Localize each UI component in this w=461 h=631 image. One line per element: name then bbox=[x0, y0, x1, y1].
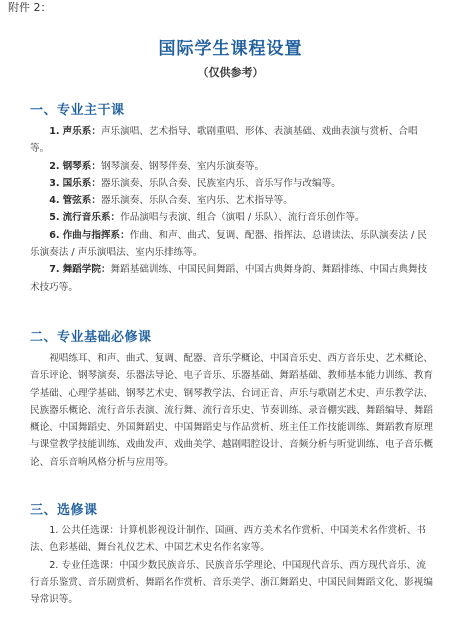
page-subtitle: （仅供参考） bbox=[197, 66, 264, 79]
item-text: 声乐演唱、艺术指导、歌剧重唱、形体、表演基础、戏曲表演与赏析、合唱等。 bbox=[30, 126, 418, 155]
item-label: 声乐系： bbox=[62, 126, 101, 137]
section-body-major bbox=[30, 123, 434, 296]
list-item bbox=[30, 175, 434, 192]
item-label: 流行音乐系： bbox=[62, 212, 121, 224]
item-text: 计算机影视设计制作、国画、西方美术名作赏析、中国美术名作赏析、书法、色彩基础、舞台礼仪艺术、中国艺术史名作名家等。 bbox=[30, 525, 426, 554]
item-number: 3. bbox=[49, 177, 60, 189]
item-text: 作品演唱与表演、组合（演唱 / 乐队）、流行音乐创作等。 bbox=[120, 212, 365, 224]
list-item bbox=[30, 158, 434, 175]
item-number: 2. bbox=[49, 559, 59, 571]
item-label: 国乐系： bbox=[62, 177, 101, 189]
item-text: 作曲、和声、曲式、复调、配器、指挥法、总谱读法、乐队演奏法 / 民乐演奏法 / 声乐演唱法、室内乐排练等。 bbox=[30, 229, 427, 259]
item-number: 2. bbox=[49, 160, 60, 172]
section-heading-elective: 三、选修课 bbox=[30, 503, 98, 518]
item-number: 4. bbox=[49, 195, 60, 207]
page-title: 国际学生课程设置 bbox=[158, 39, 303, 59]
section-body-foundation bbox=[30, 350, 434, 471]
item-number: 1. bbox=[49, 525, 59, 536]
list-item bbox=[30, 209, 434, 226]
item-label: 钢琴系： bbox=[62, 160, 101, 172]
list-item bbox=[30, 123, 434, 158]
section-body-elective bbox=[30, 522, 434, 608]
item-number: 7. bbox=[49, 264, 60, 276]
section-heading-major: 一、专业主干课 bbox=[30, 103, 125, 118]
item-text: 钢琴演奏、钢琴伴奏、室内乐演奏等。 bbox=[100, 160, 265, 172]
item-number: 5. bbox=[49, 212, 60, 224]
list-item bbox=[30, 192, 434, 209]
item-text: 器乐演奏、乐队合奏、民族室内乐、音乐写作与改编等。 bbox=[100, 177, 341, 189]
item-label: 作曲与指挥系： bbox=[62, 229, 130, 241]
attachment-label: 附件 2： bbox=[8, 1, 52, 14]
item-text: 器乐演奏、乐队合奏、室内乐、艺术指导等。 bbox=[100, 195, 293, 207]
item-text: 舞蹈基础训练、中国民间舞蹈、中国古典舞身韵、舞蹈排练、中国古典舞技术技巧等。 bbox=[30, 264, 428, 293]
item-label: 专业任选课： bbox=[61, 559, 119, 571]
section-heading-foundation: 二、专业基础必修课 bbox=[30, 330, 152, 345]
item-text: 中国少数民族音乐、民族音乐学理论、中国现代音乐、西方现代音乐、流行音乐鉴赏、音乐剧赏析、舞蹈名作赏析、音乐美学、浙江舞蹈史、中国民间舞蹈文化、影视编导常识等。 bbox=[30, 559, 433, 606]
item-number: 6. bbox=[49, 229, 60, 241]
item-label: 管弦系： bbox=[62, 195, 101, 207]
item-label: 公共任选课： bbox=[61, 525, 119, 536]
item-number: 1. bbox=[49, 126, 60, 137]
foundation-paragraph: 视唱练耳、和声、曲式、复调、配器、音乐学概论、中国音乐史、西方音乐史、艺术概论、音乐评论、钢琴演奏、乐器法导论、电子音乐、乐器基础、舞蹈基础、教师基本能力训练、教育学基础、心理学基础、钢琴艺术史、钢琴教学法、台词正音、声乐与歌剧艺术史、声乐教学法、民族器乐概论、流行音乐表演、流行舞、流行音乐史、节奏训练、录音棚实践、舞蹈编导、舞蹈概论、中国舞蹈史、外国舞蹈史、中国舞蹈史与作品赏析、班主任工作技能训练、舞蹈教育原理与课堂教学技能训练、戏曲发声、戏曲美学、越剧唱腔设计、音频分析与听觉训练、电子音乐概论、音乐音响风格分析与应用等。 bbox=[30, 353, 433, 468]
list-item bbox=[30, 227, 434, 262]
list-item bbox=[30, 557, 434, 609]
item-label: 舞蹈学院： bbox=[62, 264, 111, 276]
list-item bbox=[30, 261, 434, 296]
list-item bbox=[30, 522, 434, 557]
